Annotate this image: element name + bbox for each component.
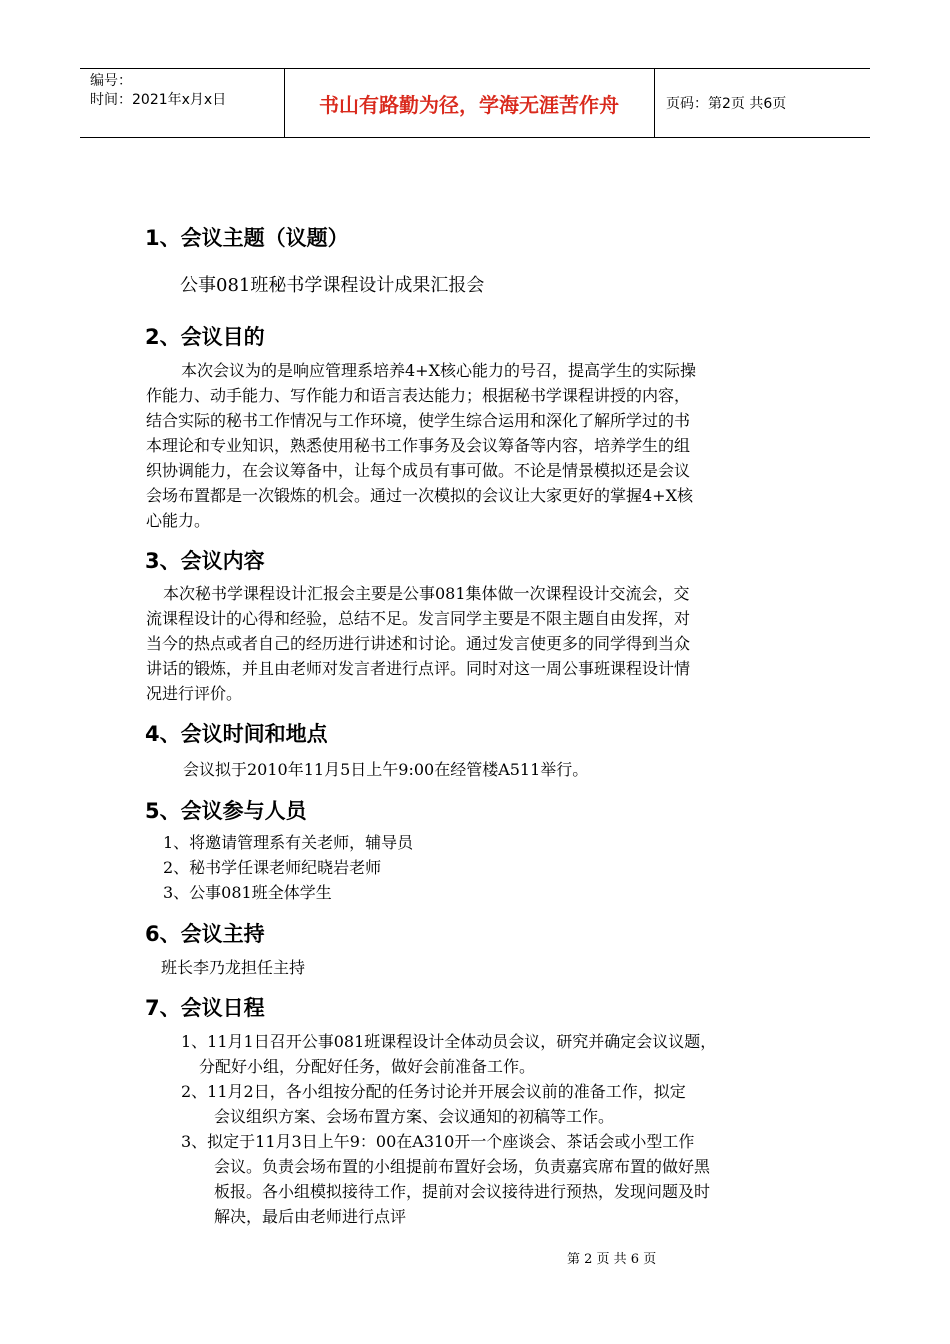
header-page-info: 页码：第2页 共6页 bbox=[666, 96, 787, 112]
section-text: 当今的热点或者自己的经历进行讲述和讨论。通过发言使更多的同学得到当众 bbox=[146, 634, 691, 653]
list-item-continuation: 解决，最后由老师进行点评 bbox=[214, 1207, 407, 1226]
section-text: 织协调能力，在会议筹备中，让每个成员有事可做。不论是情景模拟还是会议 bbox=[146, 461, 691, 480]
section-heading: 5、会议参与人员 bbox=[145, 799, 307, 823]
list-item: 2、11月2日，各小组按分配的任务讨论并开展会议前的准备工作，拟定 bbox=[181, 1082, 686, 1101]
section-heading: 1、会议主题（议题） bbox=[145, 226, 349, 250]
header-date: 时间：2021年x月x日 bbox=[90, 92, 227, 108]
section-text: 流课程设计的心得和经验，总结不足。发言同学主要是不限主题自由发挥，对 bbox=[146, 609, 691, 628]
list-item: 2、秘书学任课老师纪晓岩老师 bbox=[163, 858, 382, 877]
list-item: 1、11月1日召开公事081班课程设计全体动员会议，研究并确定会议议题， bbox=[181, 1032, 717, 1051]
section-heading: 3、会议内容 bbox=[145, 549, 265, 573]
section-heading: 7、会议日程 bbox=[145, 996, 265, 1020]
section-text: 况进行评价。 bbox=[146, 684, 243, 703]
section-text: 公事081班秘书学课程设计成果汇报会 bbox=[180, 275, 485, 296]
section-text: 本次会议为的是响应管理系培养4+X核心能力的号召，提高学生的实际操 bbox=[181, 361, 696, 380]
section-text: 心能力。 bbox=[146, 511, 211, 530]
list-item-continuation: 板报。各小组模拟接待工作，提前对会议接待进行预热，发现问题及时 bbox=[214, 1182, 711, 1201]
list-item-continuation: 分配好小组，分配好任务，做好会前准备工作。 bbox=[199, 1057, 536, 1076]
section-heading: 4、会议时间和地点 bbox=[145, 722, 328, 746]
header-number: 编号： bbox=[90, 73, 132, 89]
page-header bbox=[80, 68, 870, 138]
section-text: 班长李乃龙担任主持 bbox=[161, 958, 306, 977]
section-text: 本次秘书学课程设计汇报会主要是公事081集体做一次课程设计交流会，交 bbox=[163, 584, 690, 603]
header-meta bbox=[90, 69, 284, 137]
section-text: 作能力、动手能力、写作能力和语言表达能力；根据秘书学课程讲授的内容， bbox=[146, 386, 691, 405]
list-item: 3、拟定于11月3日上午9：00在A310开一个座谈会、茶话会或小型工作 bbox=[181, 1132, 695, 1151]
section-text: 结合实际的秘书工作情况与工作环境，使学生综合运用和深化了解所学过的书 bbox=[146, 411, 691, 430]
header-motto: 书山有路勤为径，学海无涯苦作舟 bbox=[319, 92, 619, 117]
page-footer: 第 2 页 共 6 页 bbox=[567, 1252, 657, 1267]
section-text: 讲话的锻炼，并且由老师对发言者进行点评。同时对这一周公事班课程设计情 bbox=[146, 659, 691, 678]
list-item-continuation: 会议组织方案、会场布置方案、会议通知的初稿等工作。 bbox=[214, 1107, 615, 1126]
section-heading: 6、会议主持 bbox=[145, 922, 265, 946]
header-divider bbox=[654, 69, 655, 137]
list-item-continuation: 会议。负责会场布置的小组提前布置好会场，负责嘉宾席布置的做好黑 bbox=[214, 1157, 711, 1176]
list-item: 1、将邀请管理系有关老师，辅导员 bbox=[163, 833, 414, 852]
section-text: 本理论和专业知识，熟悉使用秘书工作事务及会议筹备等内容，培养学生的组 bbox=[146, 436, 691, 455]
section-heading: 2、会议目的 bbox=[145, 325, 265, 349]
list-item: 3、公事081班全体学生 bbox=[163, 883, 332, 902]
section-text: 会场布置都是一次锻炼的机会。通过一次模拟的会议让大家更好的掌握4+X核 bbox=[146, 486, 693, 505]
section-text: 会议拟于2010年11月5日上午9:00在经管楼A511举行。 bbox=[183, 760, 589, 779]
